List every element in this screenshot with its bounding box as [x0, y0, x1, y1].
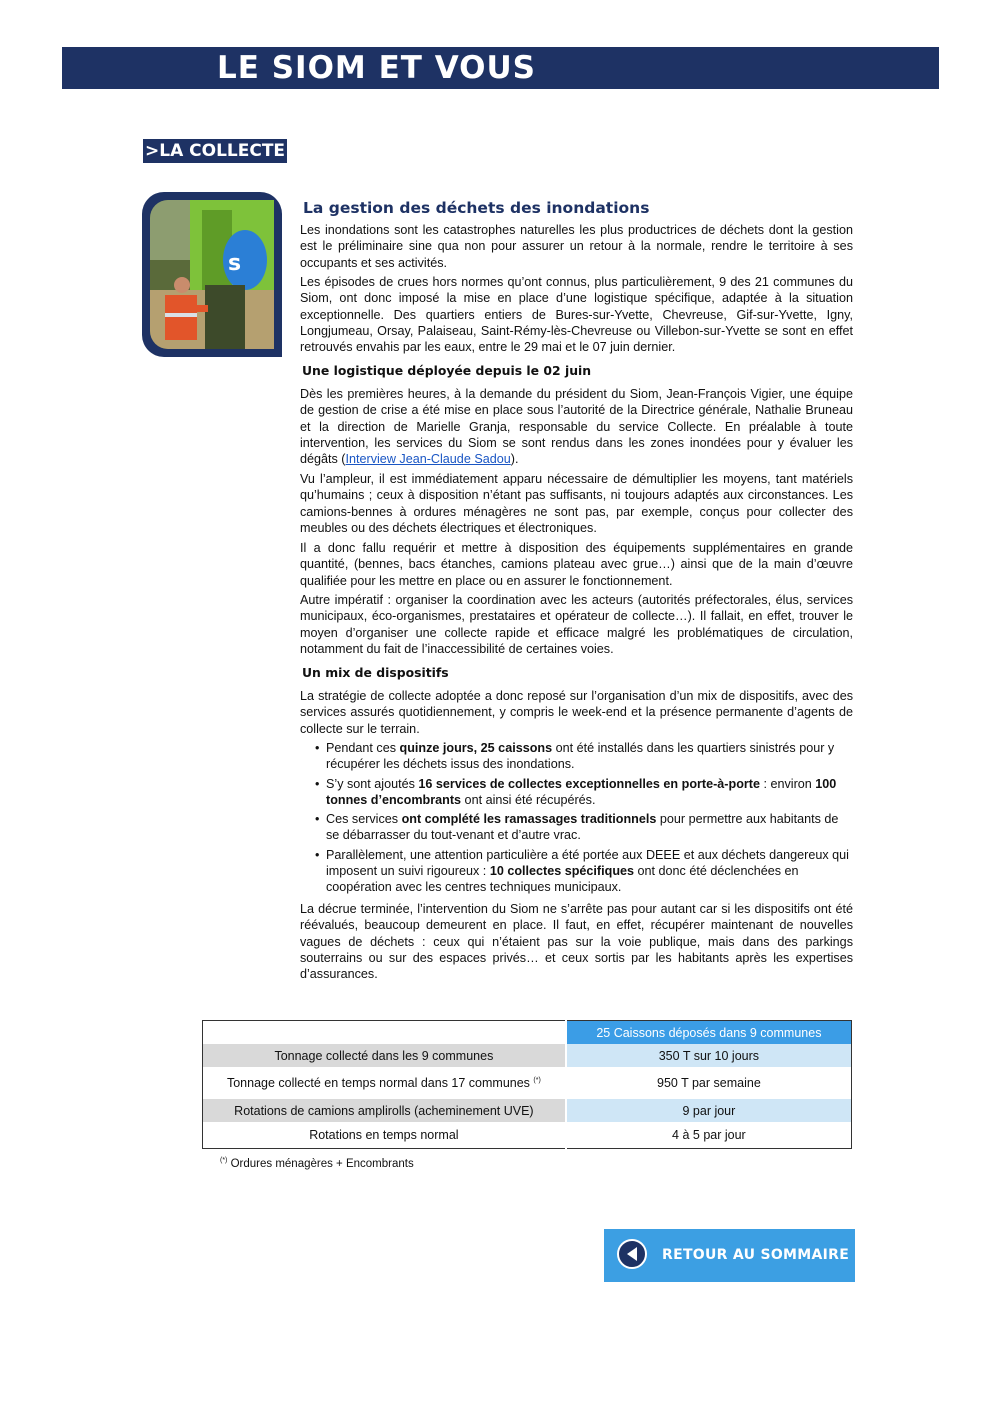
paragraph-decrue: La décrue terminée, l’intervention du Siom ne s’arrête pas pour autant car si les dispositifs ont été réévalués, beaucoup demeurent en place. Il faut, en effet, récupérer maintenant de nouvelles vagues de déchets : ceux qui n’étaient pas sur la voie publique, mais dans des parkings souterrains ou sur des espaces privés… et ceux sortis par les habitants après les expertises d’assurances.	[300, 902, 853, 982]
bullet-dot: •	[315, 847, 320, 862]
table-row	[203, 1044, 852, 1067]
list-item	[312, 811, 853, 844]
list-item-highlight: quinze jours, 25 caissons	[399, 741, 553, 755]
list-item-text: pour permettre aux habitants de se débarrasser du tout-venant et d’autre vrac.	[326, 812, 839, 843]
bullet-dot: •	[315, 776, 320, 791]
paragraph-coordination: Autre impératif : organiser la coordination avec les acteurs (autorités préfectorales, élus, services municipaux, éco-organismes, prestataires et opérateur de collecte…). Il fallait, en effet, trouver le moyen d’organiser une collecte rapide et efficace malgré les problématiques de circulation, notamment du fait de l’inaccessibilité de certaines voies.	[300, 593, 853, 656]
list-item-text: S’y sont ajoutés	[326, 776, 419, 791]
bullet-dot: •	[315, 741, 320, 755]
svg-text:s: s	[228, 251, 242, 276]
paragraph-crisis-text: Dès les premières heures, à la demande du président du Siom, Jean-François Vigier, une équipe de gestion de crise a été mise en place sous l’autorité de la Directrice générale, Nathalie Bruneau et la direction de Marielle Granja, responsable du service Collecte. En préalable à toute intervention, les services du Siom se sont rendus dans les zones inondées pour y évaluer les dégâts (	[300, 387, 853, 467]
footnote-marker: (*)	[533, 1076, 541, 1084]
section-tag: >LA COLLECTE	[145, 141, 286, 161]
footnote-marker: (*)	[220, 1157, 228, 1164]
list-item-text: Pendant ces	[326, 741, 400, 755]
measures-list	[312, 740, 853, 899]
list-item-text: ont donc été déclenchées en coopération avec les centres techniques municipaux.	[326, 864, 799, 895]
interview-link[interactable]: Interview Jean-Claude Sadou	[345, 452, 511, 467]
paragraph-crisis-end: ).	[510, 452, 519, 467]
footnote-text: Ordures ménagères + Encombrants	[227, 1157, 414, 1170]
table-header-cell: 25 Caissons déposés dans 9 communes	[566, 1021, 852, 1045]
table-header-row	[203, 1021, 852, 1045]
back-to-summary-button[interactable]	[604, 1229, 855, 1282]
list-item-text: ont été installés dans les quartiers sinistrés pour y récupérer les déchets issus des inondations.	[326, 741, 835, 772]
list-item	[312, 847, 853, 896]
article-title: La gestion des déchets des inondations	[303, 199, 650, 217]
list-item-highlight: 10 collectes spécifiques	[489, 864, 635, 879]
row-label-text: Rotations en temps normal	[309, 1128, 459, 1142]
back-to-summary-label: RETOUR AU SOMMAIRE	[662, 1247, 850, 1263]
list-item-text: Parallèlement, une attention particulière a été portée aux DEEE et aux déchets dangereux qui imposent un suivi rigoureux :	[326, 847, 849, 879]
photo-frame	[142, 192, 282, 357]
table-header-empty	[203, 1021, 566, 1045]
table-row	[203, 1122, 852, 1149]
list-item-highlight: 16 services de collectes exceptionnelles en porte-à-porte	[418, 776, 760, 791]
paragraph-intro: Les inondations sont les catastrophes naturelles les plus productrices de déchets dont la gestion est le préliminaire sine qua non pour assurer un retour à la normale, rendre le territoire à ses occupants et ses activités.	[300, 223, 853, 270]
subheading-mix: Un mix de dispositifs	[302, 665, 449, 680]
table-footnote	[220, 1157, 414, 1170]
table-row	[203, 1099, 852, 1122]
table-row	[203, 1067, 852, 1099]
row-label-text: Tonnage collecté dans les 9 communes	[274, 1048, 494, 1063]
header-banner	[62, 47, 939, 89]
list-item-text: ont ainsi été récupérés.	[461, 792, 596, 807]
row-label-text: Rotations de camions amplirolls (acheminement UVE)	[234, 1103, 534, 1118]
page-title: LE SIOM ET VOUS	[217, 50, 536, 86]
paragraph-strategie: La stratégie de collecte adoptée a donc reposé sur l’organisation d’un mix de dispositifs, avec des services assurés quotidiennement, y compris le week-end et la présence permanente d’agents de collecte sur le terrain.	[300, 689, 853, 736]
list-item-highlight: 100 tonnes d’encombrants	[326, 776, 837, 807]
row-label-text: Tonnage collecté en temps normal dans 17 communes	[226, 1076, 534, 1090]
stats-table	[202, 1020, 852, 1149]
paragraph-crisis	[300, 386, 853, 467]
table-row-label	[203, 1099, 566, 1122]
table-row-value: 350 T sur 10 jours	[566, 1044, 852, 1067]
bullet-dot: •	[315, 812, 320, 827]
list-item-highlight: ont complété les ramassages traditionnels	[401, 812, 657, 827]
back-arrow-icon	[617, 1239, 647, 1269]
table-row-label	[203, 1122, 566, 1149]
table-row-label	[203, 1067, 566, 1099]
collection-truck-photo	[150, 200, 274, 349]
paragraph-episodes: Les épisodes de crues hors normes qu’ont connus, plus particulièrement, 9 des 21 communes du Siom, ont donc imposé la mise en place d’une logistique spécifique, adaptée à la situation exceptionnelle. Des quartiers entiers de Bures-sur-Yvette, Chevreuse, Gif-sur-Yvette, Igny, Longjumeau, Orsay, Palaiseau, Saint-Rémy-lès-Chevreuse ou Villebon-sur-Yvette se sont en effet retrouvés envahis par les eaux, entre le 29 mai et le 07 juin dernier.	[300, 275, 853, 355]
list-item-text: Ces services	[326, 812, 402, 827]
table-row-value: 950 T par semaine	[566, 1067, 852, 1099]
subheading-logistique: Une logistique déployée depuis le 02 juin	[302, 363, 592, 378]
list-item	[312, 740, 853, 773]
list-item	[312, 776, 853, 809]
table-row-value: 9 par jour	[566, 1099, 852, 1122]
paragraph-equipements: Il a donc fallu requérir et mettre à disposition des équipements supplémentaires en grande quantité, (bennes, bacs étanches, camions plateau avec grue…) ainsi que de la main d’œuvre qualifiée pour les mettre en place ou en assurer le fonctionnement.	[300, 541, 853, 588]
list-item-text: : environ	[759, 776, 816, 791]
table-row-value: 4 à 5 par jour	[566, 1122, 852, 1149]
table-row-label	[203, 1044, 566, 1067]
paragraph-ampleur: Vu l’ampleur, il est immédiatement apparu nécessaire de démultiplier les moyens, tant matériels qu’humains ; ceux à disposition n’étant pas suffisants, ni toujours adaptés aux circonstances. Les camions-bennes à ordures ménagères ne sont pas, par exemple, conçus pour collecter des meubles ou des déchets électriques et électroniques.	[300, 472, 853, 535]
